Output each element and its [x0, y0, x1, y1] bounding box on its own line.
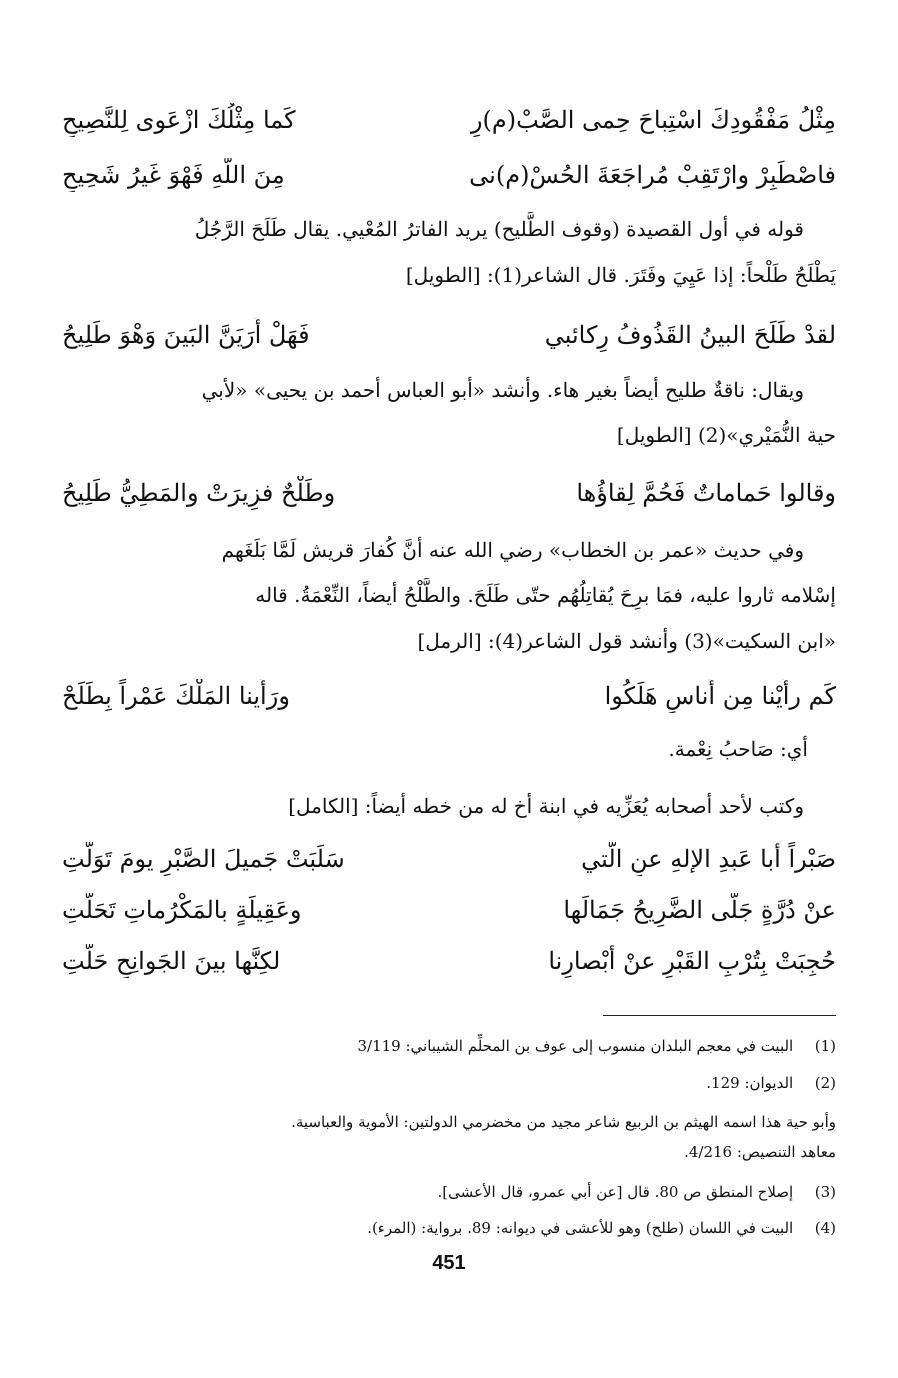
verse-hemistich-second: كَما مِثْلُكَ ازْعَوى لِلنَّصِيحِ	[62, 106, 296, 134]
footnote-continuation	[62, 1110, 836, 1134]
verse-hemistich-second: ورَأَينا المَلْكَ عَمْراً بِطَلَحْ	[62, 682, 290, 710]
verse-hemistich-first: عنْ دُرَّةٍ جَلّى الضَّرِيحُ جَمَالَها	[563, 896, 836, 924]
footnote-continuation	[62, 1140, 836, 1164]
gloss-line: أي: صَاحبُ نِعْمة.	[668, 737, 808, 761]
verse-line	[62, 158, 836, 192]
footnote-divider	[603, 1015, 836, 1016]
footnote	[62, 1071, 836, 1095]
prose-line: حية النُّمَيْري»(2) [الطويل]	[616, 423, 836, 447]
footnote-number: (3)	[814, 1183, 836, 1201]
verse-hemistich-first: حُجِبَتْ بِتُرْبِ القَبْرِ عنْ أبْصارِنا	[548, 947, 836, 975]
verse-line	[62, 476, 836, 510]
footnote-text: البيت في معجم البلدان منسوب إلى عوف بن المحلِّم الشيباني: 3/119	[357, 1037, 794, 1055]
footnote-text: وأبو حية هذا اسمه الهيثم بن الربيع شاعر مجيد من مخضرمي الدولتين: الأموية والعباسية.	[291, 1113, 836, 1131]
prose-line: ويقال: ناقةٌ طليح أيضاً بغير هاء. وأنشد «أبو العباس أحمد بن يحيى» «لأبي	[201, 378, 804, 402]
verse-hemistich-first: صَبْراً أبا عَبدِ الإلهِ عنِ الّتي	[581, 845, 836, 873]
verse-hemistich-second: مِنَ اللّهِ فَهْوَ غَيرُ شَحِيحِ	[62, 161, 285, 189]
footnote	[62, 1034, 836, 1058]
footnote	[62, 1216, 836, 1240]
footnote-number: (1)	[814, 1037, 836, 1055]
verse-hemistich-first: وقالوا حَماماتٌ فَحُمَّ لِقاؤُها	[576, 479, 836, 507]
verse-line	[62, 679, 836, 713]
prose-line: «ابن السكيت»(3) وأنشد قول الشاعر(4): [الرمل]	[417, 629, 836, 653]
footnote-text: معاهد التنصيص: 4/216.	[684, 1143, 836, 1161]
verse-line	[62, 103, 836, 137]
page-number: 451	[432, 1252, 466, 1274]
verse-hemistich-first: لقدْ طَلَحَ البينُ القَذُوفُ رِكائبي	[544, 321, 836, 349]
footnote-number: (2)	[814, 1074, 836, 1092]
prose-line: إسْلامه ثاروا عليه، فمَا برِحَ يُقاتِلُهُم حتّى طَلَحَ. والطَّلْحُ أيضاً، النِّعْمَةُ. قاله	[255, 583, 836, 607]
verse-hemistich-second: وطَلْحٌ فزِيرَتْ والمَطِيُّ طَلِيحُ	[62, 479, 336, 507]
verse-hemistich-second: وعَقِيلَةٍ بالمَكْرُماتِ تَحَلَّتِ	[62, 896, 302, 924]
prose-line: يَطْلَحُ طَلْحاً: إذا عَيِيَ وفَتَرَ. قال الشاعر(1): [الطويل]	[405, 263, 836, 287]
verse-hemistich-second: سَلَبَتْ جَميلَ الصَّبْرِ يومَ تَوَلَّتِ	[62, 845, 345, 873]
verse-hemistich-second: لكِنَّها بينَ الجَوانِحِ حَلَّتِ	[62, 947, 281, 975]
verse-line	[62, 318, 836, 352]
prose-line: وفي حديث «عمر بن الخطاب» رضي الله عنه أنَّ كُفارَ قريش لَمَّا بَلَغَهم	[221, 538, 804, 562]
prose-line: قوله في أول القصيدة (وقوف الطَّليح) يريد الفاترُ المُعْيي. يقال طَلَحَ الرَّجُلُ	[194, 217, 804, 241]
verse-hemistich-first: مِثْلُ مَفْقُودِكَ اسْتِباحَ حِمى الصَّبْ(م)رِ	[470, 106, 836, 134]
footnote-text: إصلاح المنطق ص 80. قال [عن أبي عمرو، قال الأعشى].	[437, 1183, 794, 1201]
verse-line	[62, 893, 836, 927]
footnote-text: البيت في اللسان (طلح) وهو للأعشى في ديوانه: 89. برواية: (المرء).	[367, 1219, 794, 1237]
footnote	[62, 1180, 836, 1204]
verse-hemistich-first: كَم رأَيْنا مِن أُناسٍ هَلَكُوا	[604, 682, 836, 710]
verse-hemistich-second: فَهَلْ أَرَيَنَّ البَينَ وَهْوَ طَلِيحُ	[62, 321, 310, 349]
footnote-text: الديوان: 129.	[706, 1074, 794, 1092]
footnote-number: (4)	[814, 1219, 836, 1237]
verse-line	[62, 944, 836, 978]
verse-line	[62, 842, 836, 876]
verse-hemistich-first: فاصْطَبِرْ وارْتَقِبْ مُراجَعَةَ الحُسْ(م)نى	[469, 161, 836, 189]
prose-line: وكتب لأحد أصحابه يُعَزِّيه في ابنة أخ له من خطه أيضاً: [الكامل]	[288, 794, 804, 818]
